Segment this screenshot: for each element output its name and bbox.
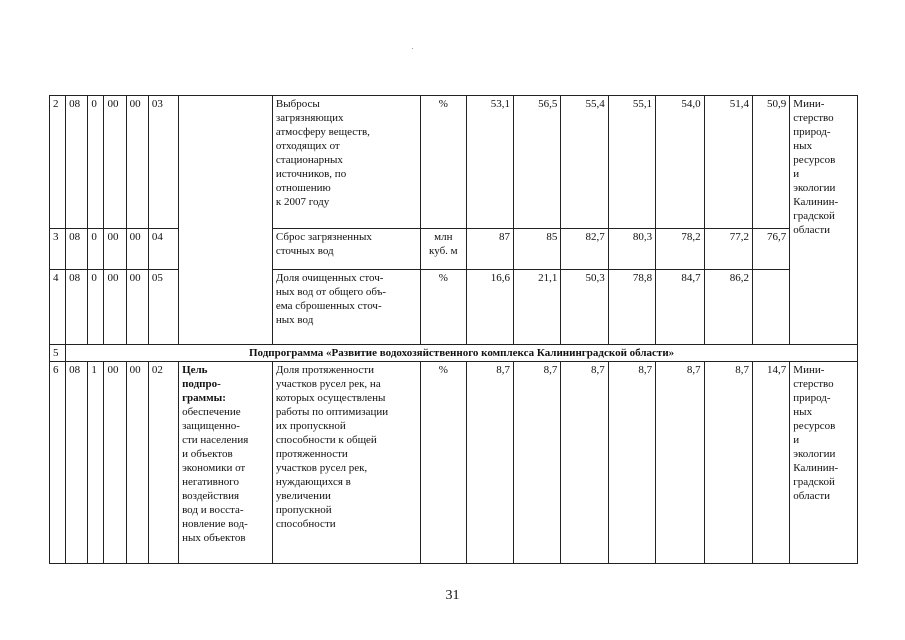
text-line: загрязняющих	[275, 112, 344, 124]
empty-value-cell	[752, 270, 789, 345]
code-cell: 08	[66, 362, 88, 564]
text-line: Калинин-	[793, 196, 839, 208]
code-cell: 02	[148, 362, 178, 564]
code-cell: 0	[88, 229, 104, 270]
text-line: ных	[793, 140, 813, 152]
indicator-name	[272, 270, 420, 345]
text-line: Выбросы	[275, 98, 320, 110]
text-line: ресурсов	[793, 420, 836, 432]
table-row	[50, 229, 858, 270]
text-line: воздействия	[182, 490, 240, 502]
table-row	[50, 270, 858, 345]
value-cell: 8,7	[561, 362, 608, 564]
value-cell: 55,1	[608, 96, 655, 229]
text-line: области	[793, 490, 831, 502]
code-cell: 00	[126, 96, 148, 229]
goal-cell-empty	[179, 96, 273, 345]
value-cell: 16,6	[466, 270, 513, 345]
value-cell: 53,1	[466, 96, 513, 229]
text-line: источников, по	[275, 168, 347, 180]
text-line: стационарных	[275, 154, 343, 166]
value-cell: 21,1	[513, 270, 560, 345]
text-line: вод и восста-	[182, 504, 244, 516]
text-line: природ-	[793, 126, 831, 138]
text-line: сти населения	[182, 434, 249, 446]
value-cell: 76,7	[752, 229, 789, 270]
text-line: %	[438, 98, 448, 110]
page-number: 31	[445, 588, 460, 603]
row-number: 6	[50, 362, 66, 564]
code-cell: 08	[66, 229, 88, 270]
table-row	[50, 362, 858, 564]
scan-speck	[412, 48, 413, 49]
value-cell: 56,5	[513, 96, 560, 229]
text-line: сточных вод	[275, 245, 334, 257]
text-line: отходящих от	[275, 140, 340, 152]
text-line: новление вод-	[182, 518, 248, 530]
text-line: ема сброшенных сточ-	[275, 300, 382, 312]
value-cell: 54,0	[656, 96, 704, 229]
text-line: экологии	[793, 448, 836, 460]
text-line: пропускной	[275, 504, 332, 516]
indicator-name	[272, 229, 420, 270]
value-cell: 8,7	[704, 362, 752, 564]
text-line: градской	[793, 476, 835, 488]
text-line: участков русел рек,	[275, 462, 368, 474]
text-line: и	[793, 168, 800, 180]
text-line: способности к общей	[275, 434, 377, 446]
value-cell: 50,3	[561, 270, 608, 345]
goal-heading: граммы:	[182, 392, 226, 404]
text-line: стерство	[793, 378, 834, 390]
code-cell: 1	[88, 362, 104, 564]
row-number: 4	[50, 270, 66, 345]
text-line: %	[438, 364, 448, 376]
text-line: их пропускной	[275, 420, 346, 432]
code-cell: 00	[126, 362, 148, 564]
text-line: ресурсов	[793, 154, 836, 166]
indicators-table	[49, 95, 858, 564]
code-cell: 0	[88, 270, 104, 345]
value-cell: 8,7	[513, 362, 560, 564]
unit-cell	[421, 96, 466, 229]
text-line: атмосферу веществ,	[275, 126, 370, 138]
text-line: Доля протяженности	[275, 364, 374, 376]
code-cell: 00	[126, 270, 148, 345]
text-line: градской	[793, 210, 835, 222]
text-line: которых осуществлены	[275, 392, 386, 404]
code-cell: 00	[104, 362, 126, 564]
value-cell: 51,4	[704, 96, 752, 229]
indicator-name	[272, 362, 420, 564]
value-cell: 14,7	[752, 362, 789, 564]
text-line: увеличении	[275, 490, 331, 502]
code-cell: 04	[148, 229, 178, 270]
value-cell: 87	[466, 229, 513, 270]
text-line: экологии	[793, 182, 836, 194]
text-line: способности	[275, 518, 336, 530]
subprogram-title: Подпрограмма «Развитие водохозяйственного комплекса Калининградской области»	[66, 345, 858, 362]
subprogram-row	[50, 345, 858, 362]
text-line: обеспечение	[182, 406, 241, 418]
text-line: нуждающихся в	[275, 476, 351, 488]
table-row	[50, 96, 858, 229]
text-line: и	[793, 434, 800, 446]
text-line: стерство	[793, 112, 834, 124]
code-cell: 08	[66, 270, 88, 345]
text-line: Мини-	[793, 364, 825, 376]
text-line: отношению	[275, 182, 331, 194]
text-line: ных	[793, 406, 813, 418]
code-cell: 03	[148, 96, 178, 229]
code-cell: 00	[104, 229, 126, 270]
text-line: ных вод от общего объ-	[275, 286, 387, 298]
code-cell: 00	[104, 96, 126, 229]
text-line: природ-	[793, 392, 831, 404]
code-cell: 0	[88, 96, 104, 229]
responsible-cell	[790, 362, 858, 564]
row-number: 2	[50, 96, 66, 229]
unit-cell	[421, 229, 466, 270]
code-cell: 08	[66, 96, 88, 229]
unit-cell	[421, 362, 466, 564]
value-cell: 50,9	[752, 96, 789, 229]
text-line: протяженности	[275, 448, 348, 460]
value-cell: 78,2	[656, 229, 704, 270]
text-line: %	[438, 272, 448, 284]
value-cell: 8,7	[656, 362, 704, 564]
text-line: работы по оптимизации	[275, 406, 389, 418]
indicator-name	[272, 96, 420, 229]
goal-heading: подпро-	[182, 378, 221, 390]
text-line: к 2007 году	[275, 196, 330, 208]
row-number: 3	[50, 229, 66, 270]
text-line: экономики от	[182, 462, 246, 474]
text-line: куб. м	[429, 245, 458, 257]
code-cell: 00	[104, 270, 126, 345]
goal-cell	[179, 362, 273, 564]
value-cell: 55,4	[561, 96, 608, 229]
value-cell: 8,7	[608, 362, 655, 564]
text-line: Мини-	[793, 98, 825, 110]
text-line: негативного	[182, 476, 239, 488]
text-line: млн	[434, 231, 453, 243]
text-line: Сброс загрязненных	[275, 231, 372, 243]
responsible-cell	[790, 96, 858, 345]
text-line: области	[793, 224, 831, 236]
value-cell: 77,2	[704, 229, 752, 270]
text-line: Калинин-	[793, 462, 839, 474]
value-cell: 86,2	[704, 270, 752, 345]
value-cell: 78,8	[608, 270, 655, 345]
text-line: ных объектов	[182, 532, 246, 544]
text-line: ных вод	[275, 314, 314, 326]
text-line: и объектов	[182, 448, 233, 460]
text-line: Доля очищенных сточ-	[275, 272, 384, 284]
text-line: защищенно-	[182, 420, 240, 432]
value-cell: 84,7	[656, 270, 704, 345]
value-cell: 85	[513, 229, 560, 270]
text-line: участков русел рек, на	[275, 378, 381, 390]
goal-heading: Цель	[182, 364, 208, 376]
value-cell: 8,7	[466, 362, 513, 564]
code-cell: 00	[126, 229, 148, 270]
code-cell: 05	[148, 270, 178, 345]
unit-cell	[421, 270, 466, 345]
row-number: 5	[50, 345, 66, 362]
value-cell: 80,3	[608, 229, 655, 270]
value-cell: 82,7	[561, 229, 608, 270]
